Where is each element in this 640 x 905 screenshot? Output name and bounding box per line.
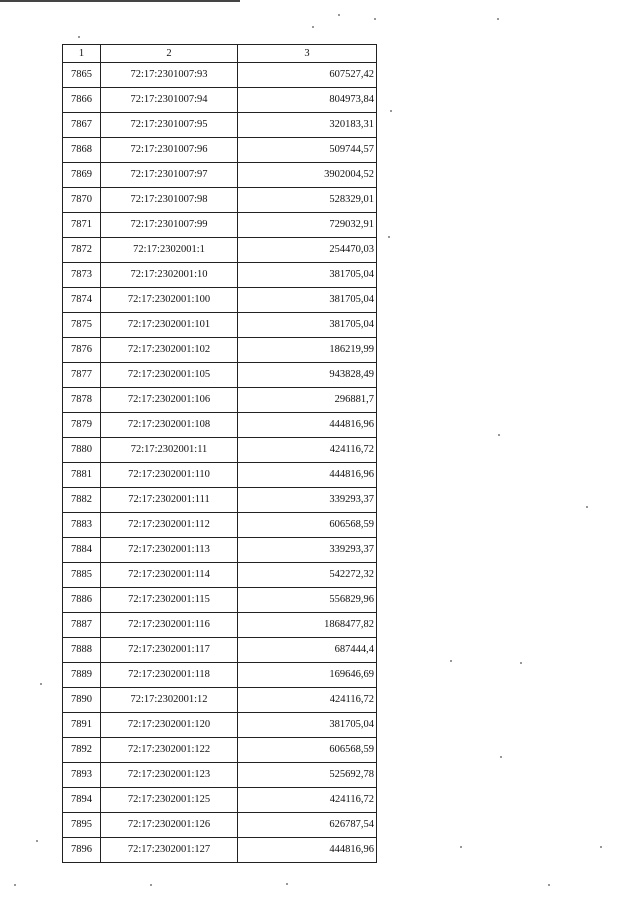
table-row xyxy=(63,688,377,713)
value-cell: 542272,32 xyxy=(238,563,377,588)
table-row xyxy=(63,138,377,163)
table-row xyxy=(63,188,377,213)
table-row xyxy=(63,363,377,388)
table-row xyxy=(63,113,377,138)
table-row xyxy=(63,438,377,463)
value-cell: 525692,78 xyxy=(238,763,377,788)
scan-speck xyxy=(500,756,502,758)
value-cell: 444816,96 xyxy=(238,463,377,488)
scan-speck xyxy=(600,846,602,848)
cadastral-number-cell: 72:17:2302001:115 xyxy=(101,588,238,613)
cadastral-number-cell: 72:17:2302001:127 xyxy=(101,838,238,863)
row-number-cell: 7880 xyxy=(63,438,101,463)
scan-speck xyxy=(286,883,288,885)
table-row xyxy=(63,313,377,338)
scan-speck xyxy=(498,434,500,436)
row-number-cell: 7888 xyxy=(63,638,101,663)
table-row xyxy=(63,288,377,313)
cadastral-number-cell: 72:17:2302001:125 xyxy=(101,788,238,813)
row-number-cell: 7896 xyxy=(63,838,101,863)
cadastral-number-cell: 72:17:2302001:108 xyxy=(101,413,238,438)
row-number-cell: 7891 xyxy=(63,713,101,738)
value-cell: 607527,42 xyxy=(238,63,377,88)
cadastral-number-cell: 72:17:2301007:96 xyxy=(101,138,238,163)
row-number-cell: 7875 xyxy=(63,313,101,338)
row-number-cell: 7892 xyxy=(63,738,101,763)
cadastral-number-cell: 72:17:2302001:1 xyxy=(101,238,238,263)
table-row xyxy=(63,388,377,413)
table-row xyxy=(63,538,377,563)
row-number-cell: 7895 xyxy=(63,813,101,838)
value-cell: 381705,04 xyxy=(238,313,377,338)
row-number-cell: 7879 xyxy=(63,413,101,438)
scan-speck xyxy=(450,660,452,662)
row-number-cell: 7887 xyxy=(63,613,101,638)
cadastral-number-cell: 72:17:2301007:95 xyxy=(101,113,238,138)
table-row xyxy=(63,463,377,488)
table-row xyxy=(63,338,377,363)
row-number-cell: 7883 xyxy=(63,513,101,538)
table-body xyxy=(63,63,377,863)
table-row xyxy=(63,613,377,638)
row-number-cell: 7869 xyxy=(63,163,101,188)
scan-speck xyxy=(548,884,550,886)
top-rule xyxy=(0,0,240,2)
cadastral-number-cell: 72:17:2302001:11 xyxy=(101,438,238,463)
scan-speck xyxy=(520,662,522,664)
value-cell: 381705,04 xyxy=(238,288,377,313)
value-cell: 424116,72 xyxy=(238,788,377,813)
table-row xyxy=(63,163,377,188)
value-cell: 424116,72 xyxy=(238,438,377,463)
row-number-cell: 7893 xyxy=(63,763,101,788)
row-number-cell: 7878 xyxy=(63,388,101,413)
table-row xyxy=(63,738,377,763)
value-cell: 186219,99 xyxy=(238,338,377,363)
row-number-cell: 7894 xyxy=(63,788,101,813)
cadastral-number-cell: 72:17:2302001:105 xyxy=(101,363,238,388)
value-cell: 444816,96 xyxy=(238,413,377,438)
row-number-cell: 7867 xyxy=(63,113,101,138)
table-row xyxy=(63,63,377,88)
value-cell: 320183,31 xyxy=(238,113,377,138)
column-header-1: 1 xyxy=(63,45,101,63)
table-row xyxy=(63,563,377,588)
cadastral-number-cell: 72:17:2302001:106 xyxy=(101,388,238,413)
value-cell: 556829,96 xyxy=(238,588,377,613)
cadastral-number-cell: 72:17:2301007:93 xyxy=(101,63,238,88)
cadastral-number-cell: 72:17:2301007:94 xyxy=(101,88,238,113)
column-header-2: 2 xyxy=(101,45,238,63)
scan-speck xyxy=(78,36,80,38)
cadastral-number-cell: 72:17:2301007:98 xyxy=(101,188,238,213)
value-cell: 381705,04 xyxy=(238,713,377,738)
cadastral-number-cell: 72:17:2302001:117 xyxy=(101,638,238,663)
row-number-cell: 7870 xyxy=(63,188,101,213)
cadastral-number-cell: 72:17:2302001:113 xyxy=(101,538,238,563)
value-cell: 339293,37 xyxy=(238,538,377,563)
value-cell: 606568,59 xyxy=(238,738,377,763)
value-cell: 729032,91 xyxy=(238,213,377,238)
value-cell: 3902004,52 xyxy=(238,163,377,188)
value-cell: 626787,54 xyxy=(238,813,377,838)
cadastral-number-cell: 72:17:2302001:120 xyxy=(101,713,238,738)
value-cell: 444816,96 xyxy=(238,838,377,863)
cadastral-number-cell: 72:17:2302001:100 xyxy=(101,288,238,313)
table-row xyxy=(63,838,377,863)
header-row xyxy=(63,45,377,63)
row-number-cell: 7885 xyxy=(63,563,101,588)
cadastral-number-cell: 72:17:2302001:110 xyxy=(101,463,238,488)
scan-speck xyxy=(14,884,16,886)
value-cell: 606568,59 xyxy=(238,513,377,538)
table-row xyxy=(63,88,377,113)
value-cell: 339293,37 xyxy=(238,488,377,513)
row-number-cell: 7890 xyxy=(63,688,101,713)
table-row xyxy=(63,588,377,613)
value-cell: 381705,04 xyxy=(238,263,377,288)
table-row xyxy=(63,638,377,663)
table-row xyxy=(63,813,377,838)
value-cell: 424116,72 xyxy=(238,688,377,713)
column-header-3: 3 xyxy=(238,45,377,63)
scan-speck xyxy=(150,884,152,886)
table-row xyxy=(63,713,377,738)
value-cell: 1868477,82 xyxy=(238,613,377,638)
scan-speck xyxy=(460,846,462,848)
table-row xyxy=(63,488,377,513)
value-cell: 528329,01 xyxy=(238,188,377,213)
cadastral-number-cell: 72:17:2302001:102 xyxy=(101,338,238,363)
table-header xyxy=(63,45,377,63)
row-number-cell: 7871 xyxy=(63,213,101,238)
scan-speck xyxy=(374,18,376,20)
row-number-cell: 7882 xyxy=(63,488,101,513)
cadastral-number-cell: 72:17:2301007:97 xyxy=(101,163,238,188)
table-row xyxy=(63,788,377,813)
table-row xyxy=(63,263,377,288)
table-row xyxy=(63,413,377,438)
scan-speck xyxy=(388,236,390,238)
scan-speck xyxy=(36,840,38,842)
registry-table xyxy=(62,44,377,863)
row-number-cell: 7876 xyxy=(63,338,101,363)
cadastral-number-cell: 72:17:2302001:101 xyxy=(101,313,238,338)
cadastral-number-cell: 72:17:2302001:116 xyxy=(101,613,238,638)
scan-speck xyxy=(390,110,392,112)
value-cell: 687444,4 xyxy=(238,638,377,663)
row-number-cell: 7874 xyxy=(63,288,101,313)
row-number-cell: 7866 xyxy=(63,88,101,113)
value-cell: 943828,49 xyxy=(238,363,377,388)
cadastral-number-cell: 72:17:2302001:111 xyxy=(101,488,238,513)
scan-speck xyxy=(338,14,340,16)
cadastral-number-cell: 72:17:2302001:122 xyxy=(101,738,238,763)
value-cell: 509744,57 xyxy=(238,138,377,163)
scan-speck xyxy=(312,26,314,28)
row-number-cell: 7889 xyxy=(63,663,101,688)
table-row xyxy=(63,513,377,538)
table-row xyxy=(63,213,377,238)
scan-speck xyxy=(586,506,588,508)
scan-speck xyxy=(497,18,499,20)
row-number-cell: 7873 xyxy=(63,263,101,288)
cadastral-number-cell: 72:17:2302001:118 xyxy=(101,663,238,688)
cadastral-number-cell: 72:17:2302001:126 xyxy=(101,813,238,838)
row-number-cell: 7872 xyxy=(63,238,101,263)
cadastral-number-cell: 72:17:2302001:112 xyxy=(101,513,238,538)
value-cell: 169646,69 xyxy=(238,663,377,688)
row-number-cell: 7881 xyxy=(63,463,101,488)
cadastral-number-cell: 72:17:2302001:12 xyxy=(101,688,238,713)
value-cell: 804973,84 xyxy=(238,88,377,113)
cadastral-number-cell: 72:17:2301007:99 xyxy=(101,213,238,238)
value-cell: 296881,7 xyxy=(238,388,377,413)
table-row xyxy=(63,663,377,688)
cadastral-number-cell: 72:17:2302001:10 xyxy=(101,263,238,288)
table-row xyxy=(63,763,377,788)
row-number-cell: 7865 xyxy=(63,63,101,88)
cadastral-number-cell: 72:17:2302001:123 xyxy=(101,763,238,788)
row-number-cell: 7884 xyxy=(63,538,101,563)
table-row xyxy=(63,238,377,263)
cadastral-number-cell: 72:17:2302001:114 xyxy=(101,563,238,588)
scan-speck xyxy=(40,683,42,685)
row-number-cell: 7868 xyxy=(63,138,101,163)
value-cell: 254470,03 xyxy=(238,238,377,263)
row-number-cell: 7877 xyxy=(63,363,101,388)
row-number-cell: 7886 xyxy=(63,588,101,613)
